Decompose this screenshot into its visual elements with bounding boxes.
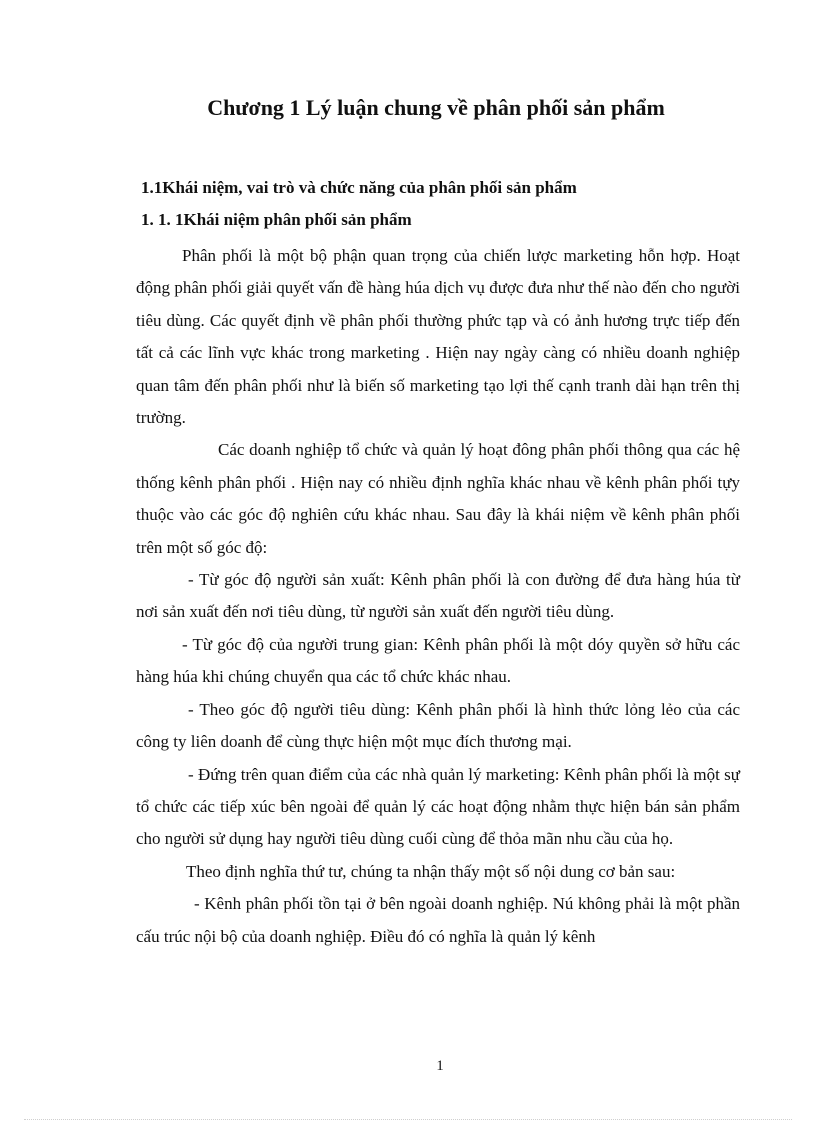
section-heading: 1.1Khái niệm, vai trò và chức năng của phân phối sản phẩm [141, 178, 577, 197]
page-number: 1 [436, 1058, 444, 1074]
paragraph: - Kênh phân phối tồn tại ở bên ngoài doanh nghiệp. Nú không phải là một phần cấu trúc nội bộ của doanh nghiệp. Điều đó có nghĩa là quản lý kênh [136, 894, 740, 946]
body-text [136, 240, 740, 953]
paragraph: - Từ góc độ người sản xuất: Kênh phân phối là con đường để đưa hàng húa từ nơi sản xuất đến nơi tiêu dùng, từ người sản xuất đến người tiêu dùng. [136, 570, 740, 622]
paragraph: Theo định nghĩa thứ tư, chúng ta nhận thấy một số nội dung cơ bản sau: [186, 861, 676, 881]
paragraph: - Theo góc độ người tiêu dùng: Kênh phân phối là hình thức lỏng lẻo của các công ty liên doanh để cùng thực hiện một mục đích thương mại. [136, 699, 740, 752]
paragraph: - Đứng trên quan điểm của các nhà quản lý marketing: Kênh phân phối là một sự tổ chức các tiếp xúc bên ngoài để quản lý các hoạt động nhằm thực hiện bán sản phẩm cho người sử dụng hay người tiêu dùng cuối cùng để thỏa mãn nhu cầu của họ. [136, 764, 740, 849]
paragraph: Phân phối là một bộ phận quan trọng của chiến lược marketing hỗn hợp. Hoạt động phân phối giải quyết vấn đề hàng húa dịch vụ được đưa như thế nào đến cho người tiêu dùng. Các quyết định về phân phối thường phức tạp và có ảnh hương trực tiếp đến tất cả các lĩnh vực khác trong marketing . Hiện nay ngày càng có nhiều doanh nghiệp quan tâm đến phân phối như là biến số marketing tạo lợi thế cạnh tranh dài hạn trên thị trường. [136, 246, 740, 428]
paragraph: - Từ góc độ của người trung gian: Kênh phân phối là một dóy quyền sở hữu các hàng húa khi chúng chuyển qua các tổ chức khác nhau. [136, 634, 740, 687]
footer-divider [24, 1119, 792, 1120]
paragraph: Các doanh nghiệp tổ chức và quản lý hoạt đông phân phối thông qua các hệ thống kênh phân phối . Hiện nay có nhiều định nghĩa khác nhau về kênh phân phối tựy thuộc vào các góc độ nghiên cứu khác nhau. Sau đây là khái niệm về kênh phân phối trên một số góc độ: [136, 440, 740, 557]
page-title: Chương 1 Lý luận chung về phân phối sản phẩm [207, 95, 665, 120]
subsection-heading: 1. 1. 1Khái niệm phân phối sản phẩm [141, 210, 412, 229]
